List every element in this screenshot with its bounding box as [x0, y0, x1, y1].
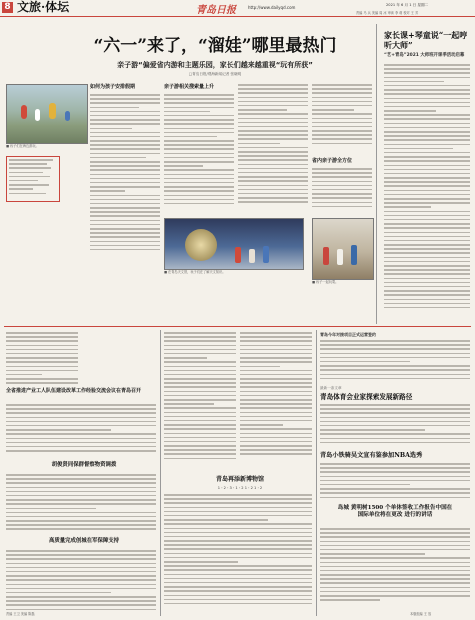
left-item-title-1: 全省推进产业工人队伍建设改革工作经验交流会议在青岛召开: [6, 388, 142, 394]
right-story-title: 家长课+琴童说“一起哼听大师”: [384, 30, 468, 50]
left-item-2-body: [6, 474, 156, 534]
playground-photo: [312, 218, 374, 280]
website[interactable]: http://www.dailyqd.com: [248, 5, 296, 10]
lead-body-col1: [90, 94, 160, 262]
center-col-2: [240, 332, 312, 472]
section-title: 文旅·体坛: [17, 0, 70, 14]
center-bottom-body: [164, 494, 312, 616]
left-item-0-body: [6, 332, 78, 388]
right-lower-item1: 最新一条文章: [320, 386, 342, 390]
masthead-rule: [0, 16, 475, 17]
right-divider: [376, 24, 377, 324]
planetarium-caption: ■ 在青岛天文馆，孩子们在了解天文知识。: [164, 270, 226, 274]
lead-subheadline: 亲子游“偏爱省内游和主题乐园，家长们越来越重视“玩有所获”: [117, 61, 313, 69]
center-bottom-meta: 1・2・3・1・2 1・2 1・2: [217, 486, 263, 490]
lead-subhead-3: 省内亲子游全方位: [312, 158, 353, 164]
left-item-3-body: [6, 550, 156, 616]
footer-note: 责编 王卫 美编 陈磊: [6, 612, 35, 616]
lead-headline: “六一”来了，“溜娃”哪里最热门: [93, 36, 337, 56]
right-story-subtitle: “艺+青岛”2021 大师班开课季活动启幕: [384, 53, 465, 58]
lead-byline: □青岛日报/观海新闻记者 张晓明: [188, 72, 242, 76]
center-divider-left: [160, 330, 161, 616]
lead-body-col2: [164, 94, 234, 214]
right-lower-title-2: 青岛小铁骑吴文宣有鉴参加NBA选秀: [320, 452, 423, 459]
center-bottom-title: 青岛再添新博物馆: [215, 476, 264, 483]
playground-caption: ■ 孩子一起玩耍。: [312, 280, 339, 284]
page-number: 8: [2, 2, 13, 13]
right-lower-body-3: [320, 528, 470, 610]
right-lower-title-1: 青岛体育会业家探索发展新路径: [320, 393, 413, 401]
lead-subhead-2: 亲子游相关搜索量上升: [164, 84, 215, 90]
lower-section-rule: [4, 326, 471, 327]
left-item-1-body: [6, 404, 156, 458]
lead-body-col4b: [312, 168, 372, 212]
left-item-title-2: 胡俊贤同保群督察物资调拨: [51, 462, 117, 468]
lead-subhead-1: 如何为孩子安排假期: [90, 84, 136, 90]
lead-body-col4: [312, 84, 372, 154]
center-col-1: [164, 332, 236, 472]
footer-credit: 本版组编 王 放: [410, 612, 432, 616]
right-lower-body-2: [320, 463, 470, 503]
right-story-body: [384, 64, 470, 324]
center-divider-right: [316, 330, 317, 616]
beach-photo-caption: ■ 孩子们在海边游玩。: [6, 144, 39, 148]
pull-quote-box: [6, 156, 60, 202]
right-lower-body-1: [320, 404, 470, 450]
editor-line: 责编 马 兵 美编 周 冰 审读 李 莉 校对 王 芳: [356, 11, 419, 15]
paper-logo: 青岛日报: [196, 5, 236, 16]
masthead: [0, 0, 475, 20]
planetarium-photo: [164, 218, 304, 270]
right-lower-title-3: 岛城 黄明树1500 个单体签收工作报告中国在国际单位将在更改 进行的讲话: [337, 505, 453, 518]
right-lower-intro: [320, 340, 470, 386]
right-lower-header: 青岛今年对接项目正式运营签约: [320, 332, 376, 337]
issue-date: 2021 年 6 月 1 日 星期二: [386, 3, 429, 7]
lead-body-col3: [238, 84, 308, 214]
left-item-title-3: 高质量完成创城在军保障支持: [48, 538, 120, 544]
beach-photo: [6, 84, 88, 144]
